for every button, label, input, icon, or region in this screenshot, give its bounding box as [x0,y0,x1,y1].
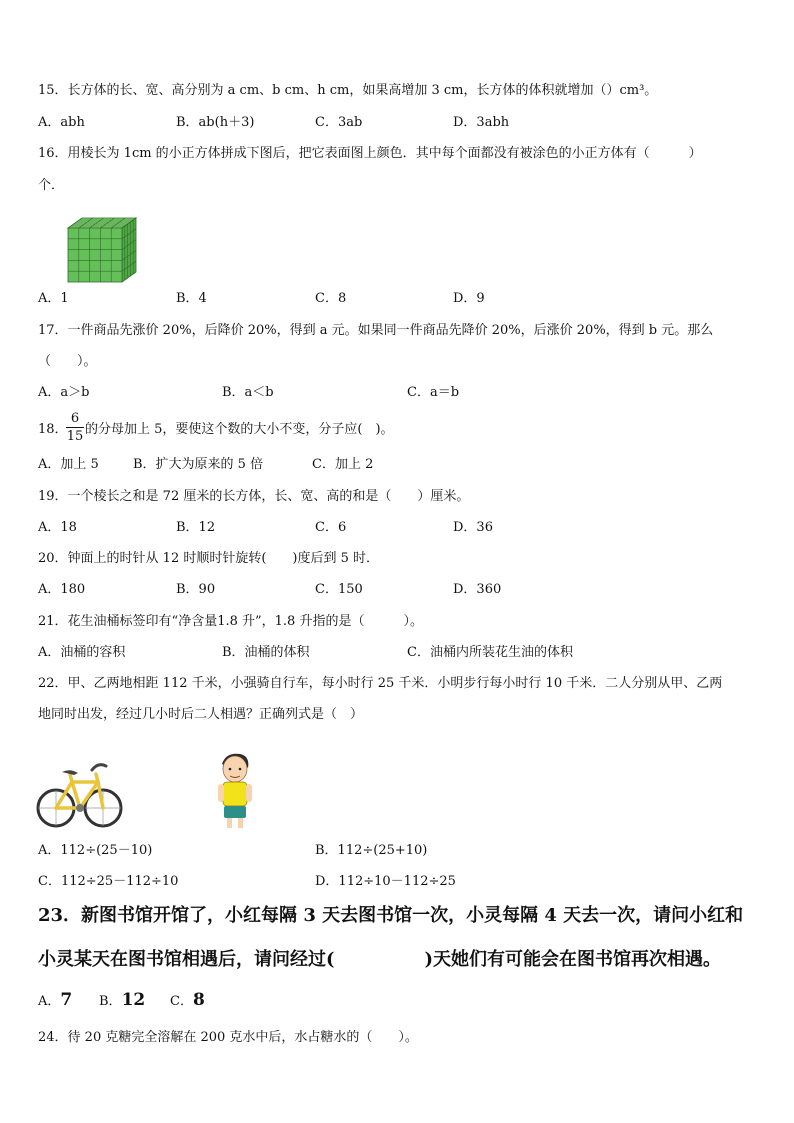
q23-option-a-value: 7 [60,990,73,1010]
boy-shirt [223,782,247,806]
bicycle-illustration [36,752,124,830]
q16-option-b: B．4 [176,291,207,306]
q20-option-c: C．150 [315,582,363,597]
q22-option-b: B．112÷(25+10) [315,843,428,858]
q18-option-c: C．加上 2 [312,457,374,472]
q17-option-c: C．a＝b [407,385,460,400]
q19-option-c: C．6 [315,520,347,535]
cube-front-face [68,228,122,282]
q20-option-b: B．90 [176,582,216,597]
q22-option-d: D．112÷10－112÷25 [315,874,456,889]
q23-option-b-letter: B． [99,994,122,1009]
q18-option-a: A．加上 5 [38,457,99,472]
q23-option-a-letter: A． [38,994,61,1009]
bicycle-handlebar [92,765,106,770]
q23-option-c [170,992,205,1010]
q19-option-d: D．36 [453,520,493,535]
q21-option-a: A．油桶的容积 [38,645,126,660]
q23-stem-line1: 23．新图书馆开馆了，小红每隔 3 天去图书馆一次，小灵每隔 4 天去一次，请问小红和 [38,905,744,926]
q18-number: 18． [38,422,68,437]
q15-option-d: D．3abh [453,115,510,130]
boy-shorts [224,806,246,818]
q22-stem-line2: 地同时出发，经过几小时后二人相遇？正确列式是（ ） [38,707,364,722]
q19-option-b: B．12 [176,520,216,535]
boy-illustration [214,752,256,830]
q22-option-a: A．112÷(25－10) [38,843,153,858]
q23-stem-line2: 小灵某天在图书馆相遇后，请问经过( )天她们有可能会在图书馆再次相遇。 [38,949,722,970]
q16-stem-line2: 个． [38,178,65,193]
q17-stem-line1: 17．一件商品先涨价 20%，后降价 20%，得到 a 元。如果同一件商品先降价 20%，后涨价 20%，得到 b 元。那么 [38,323,714,338]
q15-stem: 15．长方体的长、宽、高分别为 a cm、b cm、h cm，如果高增加 3 cm，长方体的体积就增加（）cm³。 [38,83,658,98]
q18-fraction-denominator: 15 [66,429,84,444]
boy-face [223,756,247,782]
q23-option-a [38,992,72,1010]
cube-side-face [122,218,136,282]
q21-option-c: C．油桶内所装花生油的体积 [407,645,573,660]
q23-option-c-value: 8 [192,990,205,1010]
q17-stem-line2: （ ）。 [38,354,97,369]
q18-stem: 的分母加上 5，要使这个数的大小不变，分子应( )。 [85,422,394,437]
q20-stem: 20．钟面上的时针从 12 时顺时针旋转( )度后到 5 时． [38,551,380,566]
q16-option-c: C．8 [315,291,347,306]
boy-right-arm [246,784,252,802]
q16-option-d: D．9 [453,291,485,306]
q24-stem: 24．待 20 克糖完全溶解在 200 克水中后，水占糖水的（ ）。 [38,1030,418,1045]
q18-fraction-numerator: 6 [66,411,84,428]
q23-option-c-letter: C． [170,994,193,1009]
q16-stem-line1: 16．用棱长为 1cm 的小正方体拼成下图后，把它表面图上颜色．其中每个面都没有被涂色的小正方体有（ ） [38,146,702,161]
boy-left-arm [218,784,224,802]
q15-option-b: B．ab(h＋3) [176,115,255,130]
q21-option-b: B．油桶的体积 [222,645,310,660]
q23-option-b-value: 12 [121,990,146,1010]
q17-option-a: A．a＞b [38,385,90,400]
q18-fraction [66,411,84,444]
q19-stem: 19．一个棱长之和是 72 厘米的长方体，长、宽、高的和是（ ）厘米。 [38,489,470,504]
q16-option-a: A．1 [38,291,69,306]
q15-option-a: A．abh [38,115,85,130]
cube-figure [66,216,138,284]
q23-option-b [99,992,145,1010]
q19-option-a: A．18 [38,520,77,535]
bicycle-pedal-gear [76,804,84,812]
q17-option-b: B．a＜b [222,385,274,400]
q20-option-a: A．180 [38,582,86,597]
q22-option-c: C．112÷25－112÷10 [38,874,179,889]
q20-option-d: D．360 [453,582,502,597]
q18-option-b: B．扩大为原来的 5 倍 [133,457,264,472]
q21-stem: 21．花生油桶标签印有“净含量1.8 升”，1.8 升指的是（ ）。 [38,614,423,629]
q22-stem-line1: 22．甲、乙两地相距 112 千米，小强骑自行车，每小时行 25 千米．小明步行每小时行 10 千米．二人分别从甲、乙两 [38,676,723,691]
q15-option-c: C．3ab [315,115,363,130]
